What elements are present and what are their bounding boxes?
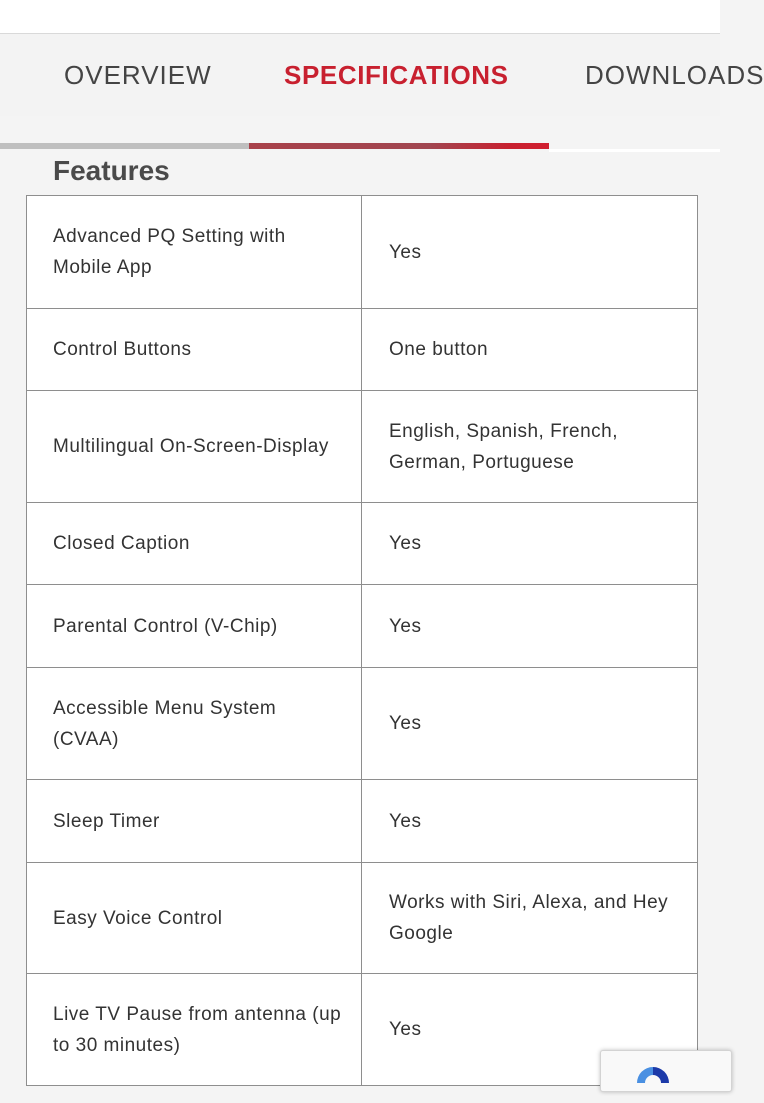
recaptcha-icon bbox=[633, 1063, 673, 1103]
recaptcha-badge[interactable] bbox=[600, 1050, 732, 1092]
feature-label: Parental Control (V-Chip) bbox=[27, 585, 362, 668]
table-row bbox=[27, 196, 698, 309]
table-row bbox=[27, 503, 698, 585]
feature-value: Yes bbox=[362, 196, 698, 309]
feature-label: Control Buttons bbox=[27, 309, 362, 391]
table-row bbox=[27, 863, 698, 974]
table-row bbox=[27, 668, 698, 780]
table-row bbox=[27, 974, 698, 1086]
feature-value: One button bbox=[362, 309, 698, 391]
feature-label: Advanced PQ Setting with Mobile App bbox=[27, 196, 362, 309]
table-row bbox=[27, 780, 698, 863]
tab-downloads[interactable]: DOWNLOADS bbox=[585, 60, 764, 90]
feature-value: Yes bbox=[362, 503, 698, 585]
tab-overview[interactable]: OVERVIEW bbox=[64, 60, 212, 90]
tab-divider bbox=[549, 149, 720, 152]
table-row bbox=[27, 391, 698, 503]
feature-label: Multilingual On-Screen-Display bbox=[27, 391, 362, 503]
tab-specifications[interactable]: SPECIFICATIONS bbox=[284, 60, 509, 90]
feature-value: Yes bbox=[362, 585, 698, 668]
feature-value: Yes bbox=[362, 974, 698, 1086]
active-tab-indicator bbox=[249, 143, 549, 149]
table-row bbox=[27, 309, 698, 391]
feature-label: Sleep Timer bbox=[27, 780, 362, 863]
features-table bbox=[26, 195, 698, 1086]
feature-label: Accessible Menu System (CVAA) bbox=[27, 668, 362, 780]
feature-value: English, Spanish, French, German, Portuguese bbox=[362, 391, 698, 503]
feature-label: Closed Caption bbox=[27, 503, 362, 585]
product-tabs bbox=[0, 34, 764, 116]
top-header-strip bbox=[0, 0, 720, 34]
section-title: Features bbox=[53, 155, 170, 187]
table-row bbox=[27, 585, 698, 668]
feature-label: Live TV Pause from antenna (up to 30 minutes) bbox=[27, 974, 362, 1086]
feature-value: Yes bbox=[362, 780, 698, 863]
feature-value: Yes bbox=[362, 668, 698, 780]
feature-label: Easy Voice Control bbox=[27, 863, 362, 974]
tab-underline bbox=[0, 143, 249, 149]
feature-value: Works with Siri, Alexa, and Hey Google bbox=[362, 863, 698, 974]
